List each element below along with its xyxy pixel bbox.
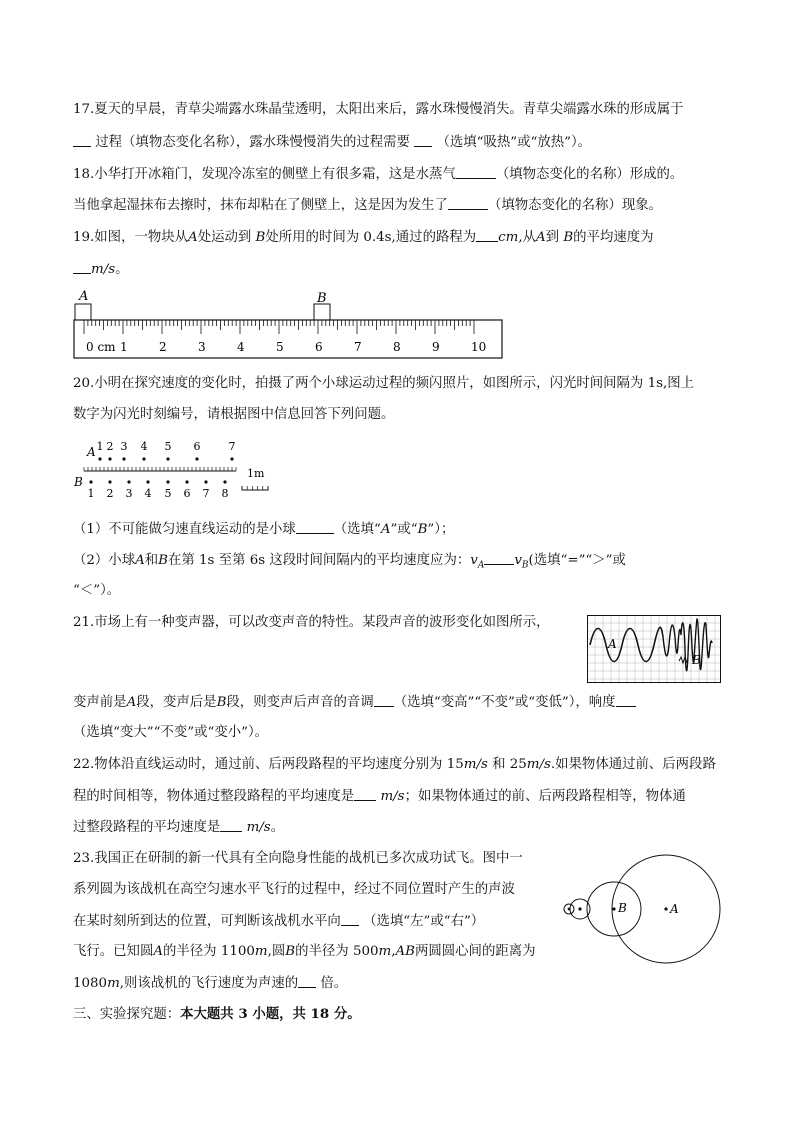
q22-blank1[interactable] (354, 788, 376, 801)
ball-A-dot (142, 457, 145, 460)
label-ball-A: A (87, 445, 96, 459)
ball-B-dot (185, 480, 188, 483)
ball-B-dot (146, 480, 149, 483)
q23-blank2[interactable] (298, 975, 316, 988)
ball-B-dot (108, 480, 111, 483)
q23-line2: 系列圆为该战机在高空匀速水平飞行的过程中，经过不同位置时产生的声波 (73, 882, 515, 897)
q18-line1: 18.小华打开冰箱门，发现冷冻室的侧壁上有很多霜，这是水蒸气 （填物态变化的名称）形成的。 (73, 167, 684, 182)
ball-B-number: 2 (106, 487, 114, 500)
ball-B-dot (223, 480, 226, 483)
circles-figure (558, 846, 724, 974)
q20-blank1[interactable] (296, 521, 334, 534)
ball-B-number: 6 (183, 487, 191, 500)
q23-line1: 23.我国正在研制的新一代具有全向隐身性能的战机已多次成功试飞。图中一 (73, 851, 523, 866)
ball-B-number: 1 (87, 487, 95, 500)
q17-line1: 17.夏天的早晨，青草尖端露水珠晶莹透明，太阳出来后，露水珠慢慢消失。青草尖端露水珠的形成属于 (73, 102, 684, 117)
ball-A-dot (108, 457, 111, 460)
ball-A-number: 6 (193, 440, 201, 453)
ball-A-dot (230, 457, 233, 460)
waveform-figure (587, 615, 721, 683)
wave-label-B: B (692, 653, 701, 667)
q20-line2: 数字为闪光时刻编号，请根据图中信息回答下列问题。 (73, 407, 395, 422)
ball-B-dot (204, 480, 207, 483)
ruler-number: 10 (471, 340, 487, 354)
center-B (612, 907, 615, 910)
q19-blank2[interactable] (73, 261, 91, 274)
q23-line4: 飞行。已知圆A的半径为 1100m,圆B的半径为 500m,AB两圆圆心间的距离为 (73, 944, 536, 959)
strobe-ticks (84, 467, 236, 471)
q22-line3: 过整段路程的平均速度是 m/s。 (73, 820, 285, 835)
q21-line1: 21.市场上有一种变声器，可以改变声音的特性。某段声音的波形变化如图所示， (73, 615, 550, 630)
ball-A-number: 5 (164, 440, 172, 453)
ball-B-dot (166, 480, 169, 483)
circle-label-A: A (670, 902, 679, 916)
q20-line1: 20.小明在探究速度的变化时，拍摄了两个小球运动过程的频闪照片，如图所示，闪光时间间隔为 1s,图上 (73, 376, 694, 391)
ball-B-number: 8 (221, 487, 229, 500)
ball-B-dot (89, 480, 92, 483)
ball-A-number: 1 (96, 440, 104, 453)
wave-label-A: A (608, 637, 617, 651)
ruler-number: 0 cm (86, 340, 116, 354)
strobe-figure (70, 436, 280, 504)
q21-line2: 变声前是A段，变声后是B段，则变声后声音的音调 （选填“变高”“不变”或“变低”），响度 (73, 694, 636, 711)
ruler-number: 8 (393, 340, 401, 354)
ball-A-number: 2 (106, 440, 114, 453)
ruler-number: 6 (315, 340, 323, 354)
ball-B-number: 5 (164, 487, 172, 500)
q23-line3: 在某时刻所到达的位置，可判断该战机水平向 （选填“左”或“右”） (73, 914, 485, 929)
ball-A-number: 3 (120, 440, 128, 453)
ruler-number: 1 (120, 340, 128, 354)
q20-sub2-cont: “＜”）。 (73, 583, 121, 598)
ruler-number: 5 (276, 340, 284, 354)
ruler-number: 4 (237, 340, 245, 354)
ruler-number: 7 (354, 340, 362, 354)
ruler-figure (70, 284, 510, 364)
center-A (664, 907, 667, 910)
q23-blank1[interactable] (341, 913, 359, 926)
q20-blank2[interactable] (484, 552, 514, 565)
q19-line1: 19.如图，一物块从A处运动到 B处所用的时间为 0.4s,通过的路程为 cm,从A到 B的平均速度为 (73, 230, 654, 245)
ruler-number: 2 (159, 340, 167, 354)
q22-blank2[interactable] (220, 819, 242, 832)
q17-blank2[interactable] (414, 134, 432, 147)
q17-line2: 过程（填物态变化名称），露水珠慢慢消失的过程需要 （选填“吸热”或“放热”）。 (73, 134, 591, 151)
q18-line2: 当他拿起湿抹布去擦时，抹布却粘在了侧壁上，这是因为发生了 （填物态变化的名称）现象。 (73, 198, 663, 213)
q20-sub1: （1）不可能做匀速直线运动的是小球 （选填“A”或“B”）； (73, 522, 455, 537)
q21-blank2[interactable] (616, 694, 636, 707)
block-A (75, 304, 91, 320)
ruler-label-B: B (317, 291, 327, 306)
q18-blank1[interactable] (456, 166, 496, 179)
block-B (314, 304, 330, 320)
q19-line2: m/s。 (73, 261, 128, 278)
ruler-number: 3 (198, 340, 206, 354)
q21-line3: （选填“变大”“不变”或“变小”）。 (73, 725, 269, 740)
section3-heading: 三、实验探究题：本大题共 3 小题，共 18 分。 (73, 1006, 361, 1022)
q21-blank1[interactable] (374, 694, 394, 707)
q22-line2: 程的时间相等，物体通过整段路程的平均速度是 m/s；如果物体通过的前、后两段路程相等，物体通 (73, 789, 686, 804)
ruler-number: 9 (432, 340, 440, 354)
ruler-label-A: A (79, 289, 89, 304)
ruler-ticks (84, 320, 474, 334)
q19-blank1[interactable] (476, 229, 498, 242)
ball-A-dot (166, 457, 169, 460)
ball-A-number: 4 (140, 440, 148, 453)
q22-line1: 22.物体沿直线运动时，通过前、后两段路程的平均速度分别为 15m/s 和 25m/s.如果物体通过前、后两段路 (73, 757, 716, 772)
ruler-numbers (86, 340, 486, 354)
ball-B-number: 4 (144, 487, 152, 500)
label-ball-B: B (74, 475, 83, 489)
ball-A-positions (97, 440, 236, 461)
q20-sub2: （2）小球A和B在第 1s 至第 6s 这段时间间隔内的平均速度应为：$v_A$ $v_B$(选填“=”“＞”或 (73, 553, 626, 571)
q23-line5: 1080m,则该战机的飞行速度为声速的 倍。 (73, 976, 348, 991)
scale-label: 1m (247, 467, 265, 480)
ball-A-dot (195, 457, 198, 460)
ball-B-positions (88, 480, 229, 500)
circle-label-B: B (618, 901, 627, 915)
ball-B-dot (127, 480, 130, 483)
ball-A-dot (98, 457, 101, 460)
q17-blank1[interactable] (73, 134, 91, 147)
ball-B-number: 3 (125, 487, 133, 500)
scale-bar (242, 486, 268, 490)
ball-A-dot (122, 457, 125, 460)
q18-blank2[interactable] (448, 197, 488, 210)
ball-B-number: 7 (202, 487, 210, 500)
ball-A-number: 7 (228, 440, 236, 453)
